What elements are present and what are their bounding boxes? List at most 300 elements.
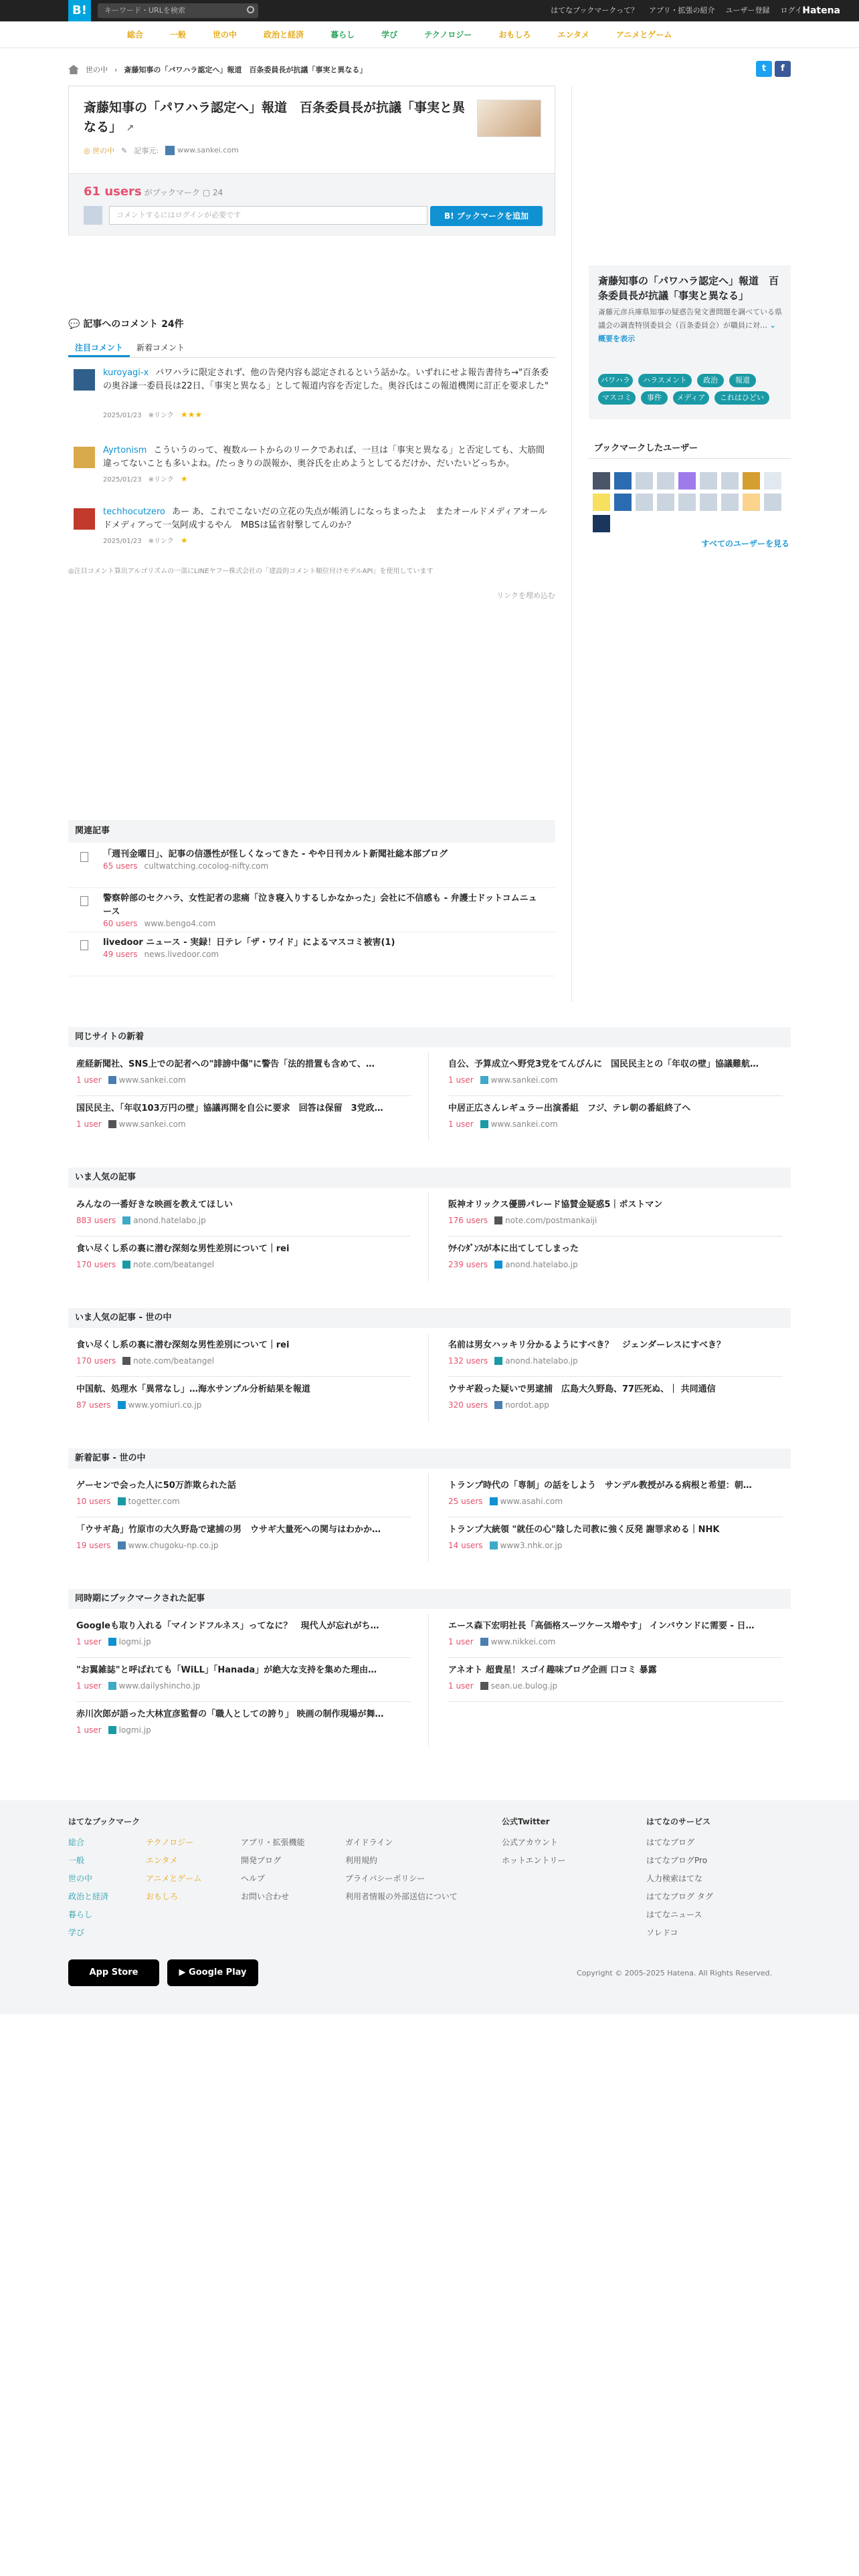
- article-meta: [76, 1260, 214, 1269]
- user-avatar[interactable]: [721, 494, 739, 511]
- article-meta: [448, 1119, 558, 1129]
- article-domain[interactable]: www.sankei.com: [118, 1119, 186, 1129]
- article-item[interactable]: [448, 1333, 783, 1375]
- footer-twitter-link[interactable]: ホットエントリー: [502, 1856, 566, 1865]
- block-heading-1: いま人気の記事: [68, 1168, 791, 1188]
- article-meta: [76, 1400, 201, 1410]
- search-placeholder: キーワード・URLを検索: [104, 6, 185, 15]
- article-item[interactable]: [76, 1518, 411, 1560]
- footer-service-link[interactable]: ソレドコ: [646, 1928, 678, 1937]
- comment-user[interactable]: techhocutzero: [103, 507, 165, 517]
- article-domain[interactable]: www.yomiuri.co.jp: [128, 1400, 202, 1410]
- column-divider: [571, 86, 572, 1002]
- comment-user[interactable]: kuroyagi-x: [103, 368, 149, 378]
- nav-item-3[interactable]: 政治と経済: [264, 30, 304, 39]
- row-divider: [448, 1701, 783, 1702]
- article-item[interactable]: [448, 1378, 783, 1419]
- article-meta: [76, 1216, 206, 1225]
- article-title[interactable]: 名前は男女ハッキリ分かるようにすべき？ ジェンダーレスにすべき？: [448, 1340, 726, 1350]
- article-domain[interactable]: www.nikkei.com: [490, 1637, 556, 1646]
- article-domain[interactable]: togetter.com: [128, 1497, 180, 1506]
- article-meta: [448, 1681, 557, 1691]
- article-users[interactable]: 1 user: [448, 1075, 474, 1085]
- related-domain[interactable]: news.livedoor.com: [144, 950, 219, 959]
- article-title[interactable]: 食い尽くし系の裏に潜む深刻な男性差別について｜rei: [76, 1244, 290, 1254]
- article-domain[interactable]: logmi.jp: [118, 1637, 151, 1646]
- footer-info-link[interactable]: アプリ・拡張機能: [241, 1838, 305, 1847]
- user-avatar[interactable]: [657, 472, 674, 490]
- nav-item-8[interactable]: エンタメ: [557, 30, 589, 39]
- site-favicon-icon: [494, 1261, 502, 1269]
- comments-heading: 💬 記事へのコメント 24件: [68, 319, 184, 330]
- row-divider: [76, 1236, 411, 1237]
- comment-link[interactable]: ※リンク: [148, 538, 174, 545]
- row-divider: [448, 1657, 783, 1658]
- footer-category-link[interactable]: 暮らし: [68, 1910, 93, 1919]
- tag-3[interactable]: 報道: [729, 374, 756, 387]
- google-play-badge[interactable]: ▶ Google Play: [167, 1959, 258, 1986]
- breadcrumb: 世の中 › 斎藤知事の「パワハラ認定へ」報道 百条委員長が抗議「事実と異なる」: [68, 60, 791, 79]
- article-meta: [76, 1497, 180, 1506]
- hatena-bookmark-logo[interactable]: B!: [68, 0, 91, 21]
- article-title[interactable]: アネオト 超貴星！スゴイ趣味ブログ企画 口コミ 暴露: [448, 1665, 657, 1675]
- row-divider: [76, 1657, 411, 1658]
- user-avatar[interactable]: [614, 472, 632, 490]
- article-item[interactable]: [448, 1518, 783, 1560]
- related-users[interactable]: 65 users: [103, 861, 138, 871]
- article-item[interactable]: [448, 1474, 783, 1515]
- article-title[interactable]: ウサギ殺った疑いで男逮捕 広島大久野島、77匹死ぬ、｜ 共同通信: [448, 1384, 716, 1394]
- article-title[interactable]: 国民民主、「年収103万円の壁」協議再開を自公に要求 回答は保留 3党政…: [76, 1103, 383, 1113]
- add-bookmark-button[interactable]: B! ブックマークを追加: [430, 206, 543, 226]
- article-domain[interactable]: note.com/postmankaiji: [505, 1216, 597, 1225]
- edit-icon[interactable]: ✎: [121, 146, 128, 155]
- hatena-brand[interactable]: Hatena: [802, 5, 840, 16]
- article-title[interactable]: ｳﾁｲﾝﾀﾞﾝｽが本に出てしてしまった: [448, 1244, 579, 1254]
- row-divider: [448, 1376, 783, 1377]
- star-icon[interactable]: ★: [180, 474, 188, 484]
- user-avatar[interactable]: [636, 472, 653, 490]
- entry-thumbnail[interactable]: [477, 100, 541, 137]
- site-favicon-icon: [480, 1120, 488, 1128]
- article-title[interactable]: 赤川次郎が語った大林宣彦監督の「職人としての誇り」 映画の制作現場が舞…: [76, 1709, 384, 1719]
- article-users[interactable]: 1 user: [76, 1075, 102, 1085]
- site-favicon-icon: [494, 1401, 502, 1409]
- article-users[interactable]: 1 user: [76, 1119, 102, 1129]
- external-link-icon[interactable]: ↗: [126, 123, 134, 134]
- article-title[interactable]: 自公、予算成立へ野党3党をてんびんに 国民民主との「年収の壁」協議難航…: [448, 1059, 759, 1069]
- article-meta: [448, 1356, 578, 1366]
- breadcrumb-category[interactable]: 世の中: [86, 66, 108, 74]
- comment-avatar[interactable]: [74, 508, 95, 530]
- article-users[interactable]: 1 user: [76, 1681, 102, 1691]
- comment-date[interactable]: 2025/01/23: [103, 476, 142, 484]
- tag-6[interactable]: メディア: [673, 391, 709, 405]
- user-avatar[interactable]: [678, 494, 696, 511]
- comment-item: [68, 366, 555, 419]
- footer-twitter-link[interactable]: 公式アカウント: [502, 1838, 558, 1847]
- comment-link[interactable]: ※リンク: [148, 476, 174, 484]
- site-favicon-icon: [108, 1682, 116, 1690]
- article-item[interactable]: [76, 1614, 411, 1656]
- tag-2[interactable]: 政治: [697, 374, 724, 387]
- article-domain[interactable]: note.com/beatangel: [133, 1260, 215, 1269]
- article-users[interactable]: 1 user: [448, 1681, 474, 1691]
- article-users[interactable]: 170 users: [76, 1356, 116, 1366]
- article-domain[interactable]: anond.hatelabo.jp: [133, 1216, 206, 1225]
- article-users[interactable]: 1 user: [448, 1637, 474, 1646]
- row-divider: [448, 1236, 783, 1237]
- header-links: [551, 0, 809, 21]
- footer-category-link[interactable]: 学び: [68, 1928, 85, 1937]
- article-title[interactable]: 中居正広さんレギュラー出演番組 フジ、テレ朝の番組終了へ: [448, 1103, 691, 1113]
- article-item[interactable]: [448, 1237, 783, 1279]
- article-users[interactable]: 1 user: [76, 1637, 102, 1646]
- comment-tabs: [68, 338, 555, 358]
- article-users[interactable]: 132 users: [448, 1356, 488, 1366]
- article-meta: [76, 1541, 219, 1550]
- search-icon[interactable]: [247, 6, 254, 13]
- tag-1[interactable]: ハラスメント: [638, 374, 692, 387]
- star-icon[interactable]: ★: [180, 536, 188, 545]
- related-item[interactable]: [68, 844, 555, 888]
- footer-col-policy: [345, 1834, 458, 1906]
- footer-category-link[interactable]: 世の中: [68, 1874, 93, 1883]
- related-meta: [103, 919, 215, 928]
- article-users[interactable]: 19 users: [76, 1541, 111, 1550]
- breadcrumb-title: 斎藤知事の「パワハラ認定へ」報道 百条委員長が抗議「事実と異なる」: [124, 66, 367, 74]
- article-meta: [448, 1637, 555, 1646]
- search-input[interactable]: [98, 3, 258, 18]
- user-avatar[interactable]: [721, 472, 739, 490]
- article-item[interactable]: [76, 1237, 411, 1279]
- nav-item-7[interactable]: おもしろ: [498, 30, 531, 39]
- footer-service-link[interactable]: はてなブログPro: [646, 1856, 708, 1865]
- article-item[interactable]: [76, 1333, 411, 1375]
- article-title[interactable]: エース森下宏明社長「高価格スーツケース増やす」 インバウンドに需要 - 日…: [448, 1621, 755, 1631]
- block-divider: [428, 1193, 429, 1281]
- article-title[interactable]: 「ウサギ島」竹原市の大久野島で逮捕の男 ウサギ大量死への関与はわかか…: [76, 1525, 381, 1535]
- comment-text: [103, 506, 551, 532]
- article-users[interactable]: 320 users: [448, 1400, 488, 1410]
- user-avatar[interactable]: [657, 494, 674, 511]
- nav-item-4[interactable]: 暮らし: [330, 30, 355, 39]
- signup-link[interactable]: ユーザー登録: [725, 6, 770, 15]
- related-title[interactable]: 警察幹部のセクハラ、女性記者の悲痛「泣き寝入りするしかなかった」会社に不信感も - 弁護士ドットコムニュース: [103, 893, 537, 917]
- user-avatar[interactable]: [743, 494, 760, 511]
- nav-item-0[interactable]: 総合: [127, 30, 144, 39]
- footer-col-services: はてなのサービス はてなブログ はてなブログPro 人力検索はてな はてなブログ タグ はてなニュース ソレドコ: [646, 1815, 713, 1942]
- user-avatar[interactable]: [593, 515, 610, 532]
- copyright: Copyright © 2005-2025 Hatena. All Rights Reserved.: [577, 1969, 773, 1977]
- article-meta: [76, 1356, 214, 1366]
- site-favicon-icon: [108, 1726, 116, 1734]
- article-domain[interactable]: www.asahi.com: [500, 1497, 563, 1506]
- footer-policy-link[interactable]: プライバシーポリシー: [345, 1874, 425, 1883]
- footer-service-link[interactable]: はてなニュース: [646, 1910, 702, 1919]
- related-meta: [103, 861, 268, 871]
- user-avatar[interactable]: [743, 472, 760, 490]
- tag-5[interactable]: 事件: [641, 391, 668, 405]
- bookmark-users-heading: ブックマークしたユーザー: [589, 440, 791, 459]
- site-favicon-icon: [480, 1076, 488, 1084]
- article-domain[interactable]: nordot.app: [505, 1400, 549, 1410]
- block-heading-0: 同じサイトの新着: [68, 1027, 791, 1047]
- related-item[interactable]: [68, 932, 555, 976]
- source-domain[interactable]: www.sankei.com: [165, 146, 239, 155]
- article-item[interactable]: [76, 1053, 411, 1094]
- related-title[interactable]: livedoor ニュース - 実録！日テレ「ザ・ワイド」によるマスコミ被害(1): [103, 938, 395, 948]
- top-bar: [0, 0, 859, 21]
- app-store-badge[interactable]: App Store: [68, 1959, 159, 1986]
- row-divider: [76, 1701, 411, 1702]
- footer-category-link[interactable]: 政治と経済: [68, 1892, 109, 1901]
- article-users[interactable]: 10 users: [76, 1497, 111, 1506]
- embed-link[interactable]: リンクを埋め込む: [496, 591, 555, 600]
- article-title[interactable]: みんなの一番好きな映画を教えてほしい: [76, 1200, 233, 1210]
- bookmark-panel: [69, 173, 555, 236]
- related-users[interactable]: 60 users: [103, 919, 138, 928]
- article-item[interactable]: [76, 1658, 411, 1700]
- article-meta: [448, 1260, 578, 1269]
- article-item[interactable]: [448, 1658, 783, 1700]
- comment-icon: ▢ 24: [202, 188, 223, 197]
- article-title[interactable]: トランプ大統領 "就任の心"陰した司教に強く反発 謝罪求める｜NHK: [448, 1525, 720, 1535]
- article-users[interactable]: 1 user: [448, 1119, 474, 1129]
- footer-info-link[interactable]: 開発ブログ: [241, 1856, 282, 1865]
- article-item[interactable]: [76, 1378, 411, 1419]
- twitter-share-icon[interactable]: t: [756, 61, 772, 77]
- article-domain[interactable]: www.sankei.com: [490, 1075, 558, 1085]
- comment-body: パワハラに限定されず、他の告発内容も認定されるという話かな。いずれにせよ報告書待ち→"百条委の奥谷謙一委員長は22日、「事実と異なる」として報道内容を否定した。奥谷氏はこの報道機関に訂正を要求した": [103, 368, 549, 391]
- article-meta: [76, 1725, 151, 1735]
- user-avatar[interactable]: [614, 494, 632, 511]
- article-domain[interactable]: anond.hatelabo.jp: [505, 1356, 578, 1366]
- article-domain[interactable]: anond.hatelabo.jp: [505, 1260, 578, 1269]
- sidebar-title[interactable]: 斎藤知事の「パワハラ認定へ」報道 百条委員長が抗議「事実と異なる」: [598, 275, 779, 302]
- nav-item-1[interactable]: 一般: [170, 30, 187, 39]
- related-users[interactable]: 49 users: [103, 950, 138, 959]
- article-domain[interactable]: www3.nhk.or.jp: [500, 1541, 563, 1550]
- footer-service-link[interactable]: 人力検索はてな: [646, 1874, 703, 1883]
- tab-featured[interactable]: 注目コメント: [68, 338, 130, 357]
- facebook-share-icon[interactable]: f: [775, 61, 791, 77]
- site-favicon-icon: [108, 1120, 116, 1128]
- site-favicon-icon: [108, 1638, 116, 1646]
- block-divider: [428, 1614, 429, 1747]
- footer-category-link[interactable]: エンタメ: [146, 1856, 178, 1865]
- article-title[interactable]: Googleも取り入れる「マインドフルネス」ってなに？ 現代人が忘れがち…: [76, 1621, 379, 1631]
- article-users[interactable]: 1 user: [76, 1725, 102, 1735]
- related-item[interactable]: [68, 888, 555, 932]
- document-icon: [80, 896, 88, 906]
- footer-info-link[interactable]: お問い合わせ: [241, 1892, 290, 1901]
- footer-category-link[interactable]: 一般: [68, 1856, 85, 1865]
- row-divider: [76, 1095, 411, 1096]
- article-meta: [448, 1497, 563, 1506]
- footer-col-info: [241, 1834, 305, 1906]
- show-summary-link[interactable]: ⌄ 概要を表示: [598, 321, 776, 343]
- user-avatar[interactable]: [764, 472, 781, 490]
- article-item[interactable]: [448, 1193, 783, 1235]
- article-meta: [448, 1541, 562, 1550]
- nav-item-2[interactable]: 世の中: [213, 30, 237, 39]
- article-domain[interactable]: sean.ue.bulog.jp: [490, 1681, 558, 1691]
- user-avatar[interactable]: [593, 472, 610, 490]
- article-item[interactable]: [76, 1703, 411, 1744]
- site-favicon-icon: [165, 146, 175, 155]
- user-avatar[interactable]: [700, 494, 717, 511]
- tag-7[interactable]: これはひどい: [714, 391, 769, 405]
- article-title[interactable]: "お翼雑誌"と呼ばれても「WiLL」「Hanada」が絶大な支持を集めた理由…: [76, 1665, 377, 1675]
- article-meta: [76, 1637, 151, 1646]
- article-meta: [76, 1119, 186, 1129]
- article-item[interactable]: [76, 1193, 411, 1235]
- comment-body: こういうのって、複数ルートからのリークであれば、一旦は「事実と異なる」と否定しても、大筋間違ってないことも多いよね。/たっきりの誤報か、奥谷氏を止めようとしてるだけか、だいたいどっちか。: [103, 445, 545, 469]
- site-favicon-icon: [494, 1357, 502, 1365]
- article-domain[interactable]: www.sankei.com: [490, 1119, 558, 1129]
- apps-link[interactable]: アプリ・拡張の紹介: [648, 6, 715, 15]
- comment-text: [103, 444, 551, 471]
- login-link[interactable]: ログイン: [780, 6, 809, 15]
- user-avatar[interactable]: [678, 472, 696, 490]
- article-item[interactable]: [448, 1097, 783, 1138]
- comment-date[interactable]: 2025/01/23: [103, 412, 142, 419]
- article-users[interactable]: 883 users: [76, 1216, 116, 1225]
- sidebar-summary-text: 斎藤元彦兵庫県知事の疑惑告発文書問題を調べている県議会の調査特別委員会（百条委員会）が職員に対… ⌄ 概要を表示: [598, 308, 782, 343]
- footer-info-link[interactable]: ヘルプ: [241, 1874, 266, 1883]
- site-favicon-icon: [122, 1216, 130, 1224]
- comment-link[interactable]: ※リンク: [148, 412, 174, 419]
- article-meta: [448, 1216, 597, 1225]
- article-meta: [448, 1400, 549, 1410]
- all-users-link[interactable]: すべてのユーザーを見る: [701, 539, 789, 548]
- comment-info: [103, 535, 188, 545]
- site-favicon-icon: [122, 1357, 130, 1365]
- article-meta: [76, 1681, 200, 1691]
- site-favicon-icon: [480, 1682, 488, 1690]
- block-divider: [428, 1333, 429, 1422]
- tag-4[interactable]: マスコミ: [598, 391, 636, 405]
- document-icon: [80, 852, 88, 862]
- algorithm-note: ◎注目コメント算出アルゴリズムの一部にLINEヤフー株式会社の「建設的コメント順位付けモデルAPI」を使用しています: [68, 568, 434, 575]
- site-favicon-icon: [118, 1401, 126, 1409]
- user-avatar[interactable]: [593, 494, 610, 511]
- footer-category-link[interactable]: おもしろ: [146, 1892, 179, 1901]
- comment-user[interactable]: Ayrtonism: [103, 445, 147, 455]
- site-favicon-icon: [118, 1497, 126, 1505]
- row-divider: [448, 1095, 783, 1096]
- block-heading-4: 同時期にブックマークされた記事: [68, 1589, 791, 1609]
- related-title[interactable]: 「週刊金曜日」、記事の信憑性が怪しくなってきた - やや日刊カルト新聞社総本部ブログ: [103, 849, 448, 859]
- block-divider: [428, 1474, 429, 1562]
- footer-col-categories: [146, 1834, 201, 1906]
- bookmark-count[interactable]: 61 users がブックマーク ▢ 24: [84, 185, 223, 199]
- article-users[interactable]: 87 users: [76, 1400, 111, 1410]
- comment-avatar[interactable]: [74, 447, 95, 468]
- footer-service-link[interactable]: はてなブログ タグ: [646, 1892, 713, 1901]
- article-item[interactable]: [76, 1474, 411, 1515]
- article-domain[interactable]: note.com/beatangel: [133, 1356, 215, 1366]
- footer-service-link[interactable]: はてなブログ: [646, 1838, 695, 1847]
- entry-title[interactable]: 斎藤知事の「パワハラ認定へ」報道 百条委員長が抗議「事実と異なる」 ↗: [84, 100, 466, 134]
- footer-heading: はてなブックマーク: [68, 1817, 140, 1826]
- comment-info: [103, 473, 188, 484]
- user-avatar[interactable]: [764, 494, 781, 511]
- user-avatar[interactable]: [700, 472, 717, 490]
- article-title[interactable]: 中国航、処理水「異常なし」…海水サンプル分析結果を報道: [76, 1384, 310, 1394]
- article-users[interactable]: 176 users: [448, 1216, 488, 1225]
- entry-category[interactable]: ◎ 世の中: [84, 146, 115, 155]
- article-item[interactable]: [448, 1614, 783, 1656]
- user-avatar[interactable]: [636, 494, 653, 511]
- footer-category-link[interactable]: アニメとゲーム: [146, 1874, 202, 1883]
- article-domain[interactable]: logmi.jp: [118, 1725, 151, 1735]
- article-users[interactable]: 14 users: [448, 1541, 483, 1550]
- comment-text: [103, 366, 551, 393]
- tag-0[interactable]: パワハラ: [598, 374, 633, 387]
- footer-category-link[interactable]: 総合: [68, 1838, 85, 1847]
- related-domain[interactable]: www.bengo4.com: [144, 919, 216, 928]
- article-users[interactable]: 170 users: [76, 1260, 116, 1269]
- footer-policy-link[interactable]: 利用者情報の外部送信について: [345, 1892, 458, 1901]
- article-title[interactable]: 産経新聞社、SNS上での記者への"誹謗中傷"に警告「法的措置も含めて、…: [76, 1059, 375, 1069]
- entry-meta: [84, 145, 239, 156]
- entry-card: [68, 86, 555, 236]
- site-favicon-icon: [122, 1261, 130, 1269]
- sidebar-summary: [589, 265, 791, 419]
- footer-policy-link[interactable]: ガイドライン: [345, 1838, 393, 1847]
- nav-item-6[interactable]: テクノロジー: [424, 30, 472, 39]
- tab-recent[interactable]: 新着コメント: [136, 343, 185, 352]
- footer-policy-link[interactable]: 利用規約: [345, 1856, 378, 1865]
- article-domain[interactable]: www.sankei.com: [118, 1075, 186, 1085]
- comment-item: [68, 444, 555, 488]
- comment-info: [103, 409, 202, 419]
- block-heading-2: いま人気の記事 - 世の中: [68, 1308, 791, 1328]
- comment-input[interactable]: コメントするにはログインが必要です: [109, 206, 427, 225]
- comment-item: [68, 506, 555, 550]
- document-icon: [80, 940, 88, 950]
- article-domain[interactable]: www.chugoku-np.co.jp: [128, 1541, 219, 1550]
- comment-date[interactable]: 2025/01/23: [103, 538, 142, 545]
- article-meta: [76, 1075, 186, 1085]
- related-heading: 関連記事: [68, 820, 555, 843]
- article-title[interactable]: 阪神オリックス優勝パレード協賛金疑惑5｜ポストマン: [448, 1200, 663, 1210]
- row-divider: [76, 1376, 411, 1377]
- article-title[interactable]: ゲーセンで会った人に50万詐欺られた話: [76, 1481, 236, 1491]
- footer-col-bookmark: [68, 1815, 140, 1942]
- article-title[interactable]: トランプ時代の「専制」の話をしよう サンデル教授がみる病根と希望：朝…: [448, 1481, 752, 1491]
- article-users[interactable]: 25 users: [448, 1497, 483, 1506]
- article-users[interactable]: 239 users: [448, 1260, 488, 1269]
- comment-avatar[interactable]: [74, 369, 95, 391]
- star-icon[interactable]: ★★★: [180, 410, 203, 419]
- about-link[interactable]: はてなブックマークって？: [551, 6, 638, 15]
- related-domain[interactable]: cultwatching.cocolog-nifty.com: [144, 861, 269, 871]
- article-title[interactable]: 食い尽くし系の裏に潜む深刻な男性差別について｜rei: [76, 1340, 290, 1350]
- block-divider: [428, 1053, 429, 1141]
- footer-category-link[interactable]: テクノロジー: [146, 1838, 194, 1847]
- home-icon[interactable]: [68, 65, 79, 74]
- source-label: 記事元:: [134, 146, 159, 155]
- article-domain[interactable]: www.dailyshincho.jp: [118, 1681, 201, 1691]
- article-item[interactable]: [448, 1053, 783, 1094]
- nav-item-5[interactable]: 学び: [381, 30, 398, 39]
- nav-item-9[interactable]: アニメとゲーム: [615, 30, 672, 39]
- footer-col-twitter: 公式Twitter 公式アカウント ホットエントリー: [502, 1815, 566, 1870]
- article-item[interactable]: [76, 1097, 411, 1138]
